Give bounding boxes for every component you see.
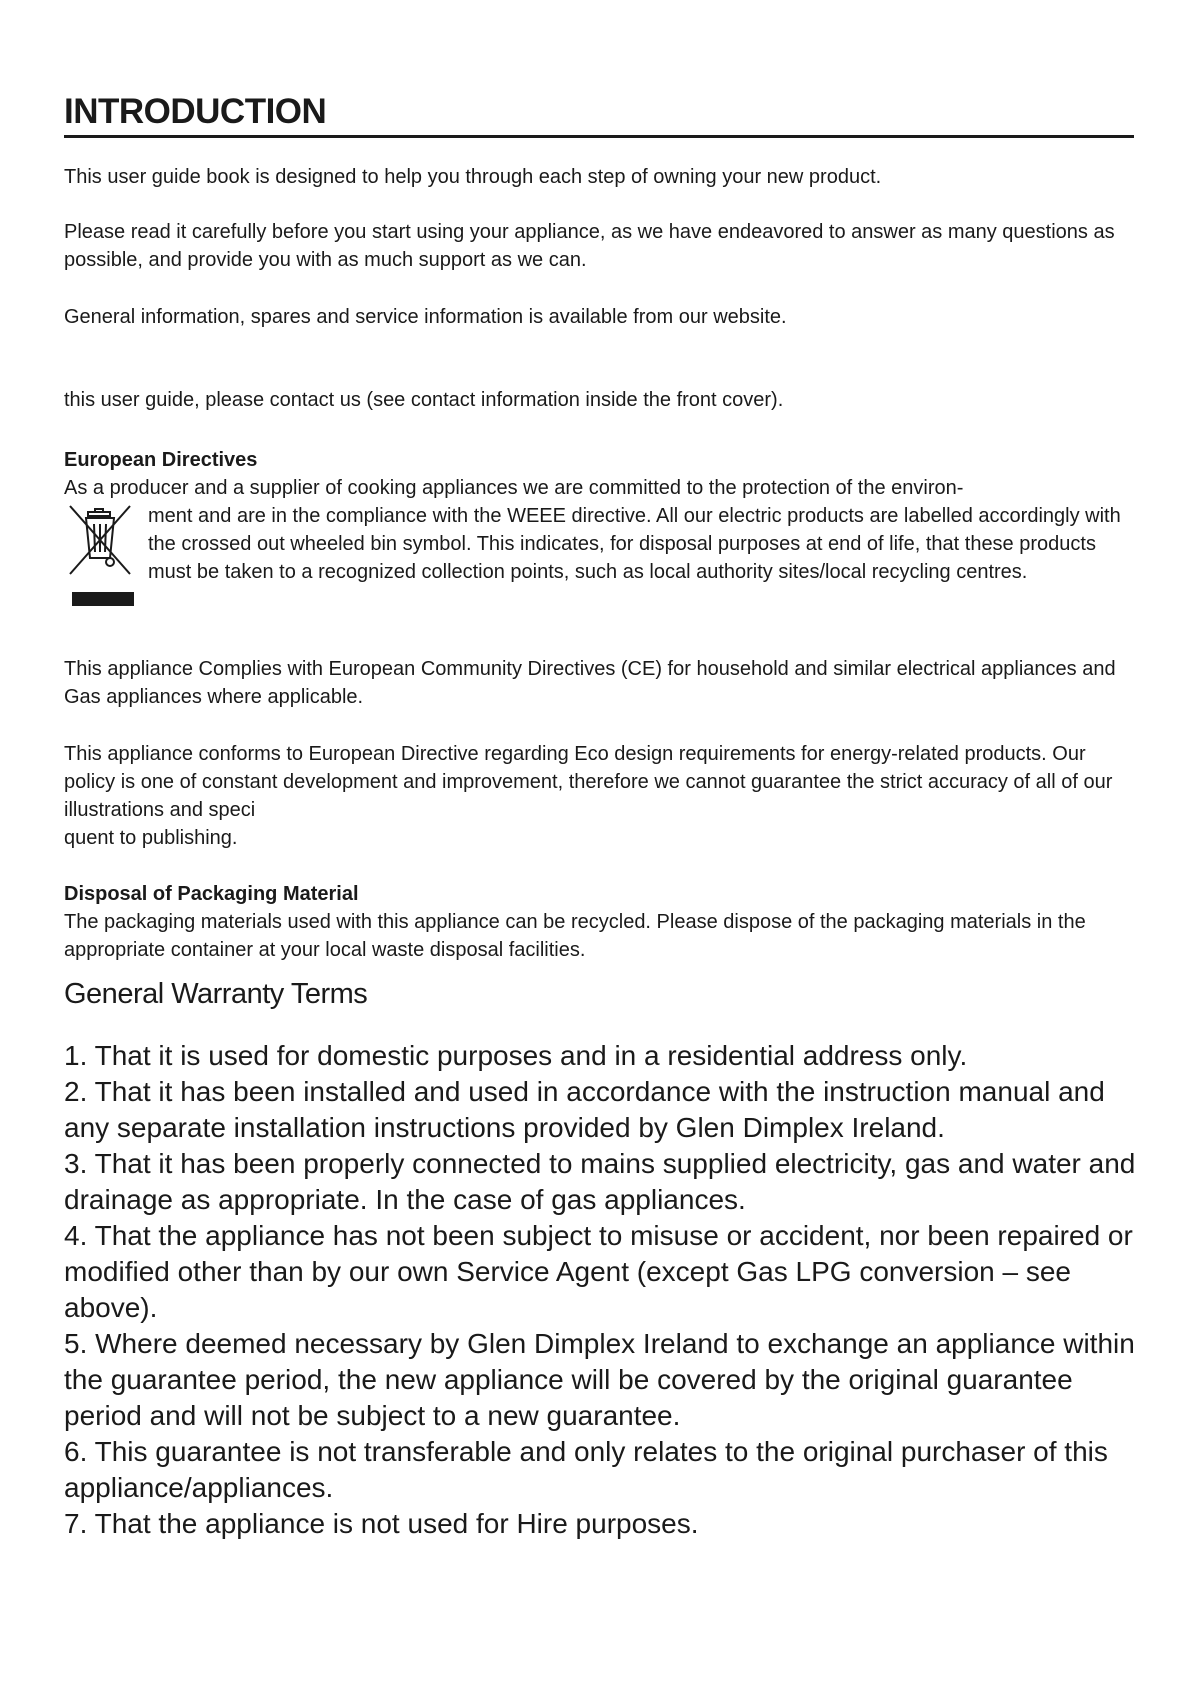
- european-directives-heading: European Directives: [64, 449, 258, 471]
- weee-first-line: As a producer and a supplier of cooking appliances we are committed to the protection of the environ-: [64, 477, 964, 499]
- intro-paragraph-3: General information, spares and service information is available from our website.: [64, 306, 787, 328]
- warranty-term: 6. This guarantee is not transferable and only relates to the original purchaser of this appliance/appliances.: [64, 1436, 1108, 1503]
- warranty-term: 3. That it has been properly connected to mains supplied electricity, gas and water and drainage as appropriate. In the case of gas appliances.: [64, 1148, 1136, 1215]
- warranty-term: 7. That the appliance is not used for Hire purposes.: [64, 1508, 699, 1539]
- crossed-out-wheeled-bin-icon: [68, 502, 132, 578]
- packaging-paragraph: The packaging materials used with this appliance can be recycled. Please dispose of the packaging materials in the appropriate container at your local waste disposal facilities.: [64, 911, 1086, 961]
- weee-paragraph: ment and are in the compliance with the WEEE directive. All our electric products are labelled accordingly with the crossed out wheeled bin symbol. This indicates, for disposal purposes at end of life, that these products must be taken to a recognized collection points, such as local authority sites/local recycling centres.: [148, 505, 1121, 583]
- warranty-terms-list: [64, 1038, 1144, 1542]
- warranty-term: 2. That it has been installed and used in accordance with the instruction manual and any separate installation instructions provided by Glen Dimplex Ireland.: [64, 1076, 1105, 1143]
- title-divider: [64, 135, 1134, 138]
- intro-paragraph-1: This user guide book is designed to help you through each step of owning your new product.: [64, 166, 882, 188]
- ce-paragraph: This appliance Complies with European Community Directives (CE) for household and similar electrical appliances and Gas appliances where applicable.: [64, 658, 1116, 708]
- eco-paragraph: This appliance conforms to European Directive regarding Eco design requirements for energy-related products. Our policy is one of constant development and improvement, therefore we cannot guarantee the strict accuracy of all of our illustrations and speci: [64, 743, 1113, 821]
- warranty-term: 1. That it is used for domestic purposes and in a residential address only.: [64, 1040, 968, 1071]
- intro-paragraph-4: this user guide, please contact us (see contact information inside the front cover).: [64, 389, 784, 411]
- warranty-term: 4. That the appliance has not been subject to misuse or accident, nor been repaired or modified other than by our own Service Agent (except Gas LPG conversion – see above).: [64, 1220, 1133, 1323]
- eco-paragraph-continued: quent to publishing.: [64, 827, 238, 849]
- intro-paragraph-2: Please read it carefully before you start using your appliance, as we have endeavored to answer as many questions as possible, and provide you with as much support as we can.: [64, 221, 1115, 271]
- page-title: INTRODUCTION: [64, 92, 327, 131]
- warranty-heading: General Warranty Terms: [64, 978, 368, 1010]
- warranty-term: 5. Where deemed necessary by Glen Dimplex Ireland to exchange an appliance within the guarantee period, the new appliance will be covered by the original guarantee period and will not be subject to a new guarantee.: [64, 1328, 1135, 1431]
- weee-bar: [72, 592, 134, 606]
- packaging-heading: Disposal of Packaging Material: [64, 883, 359, 905]
